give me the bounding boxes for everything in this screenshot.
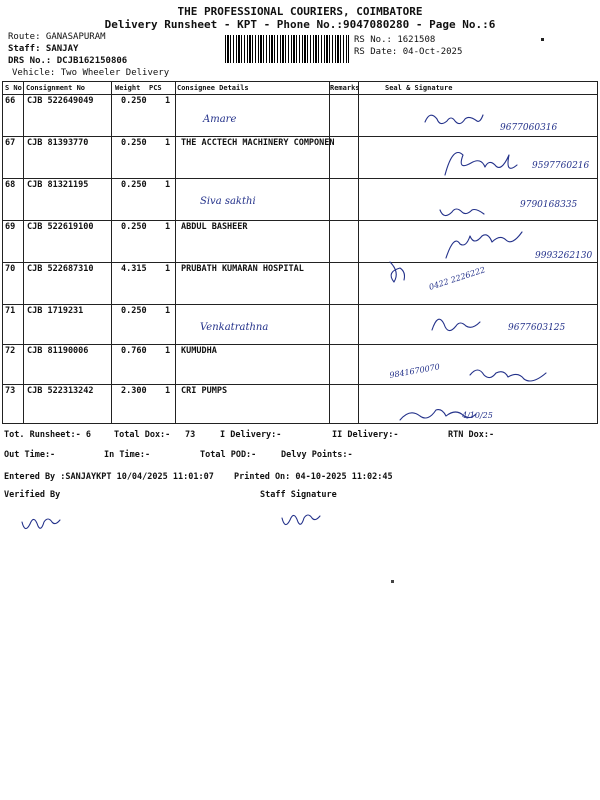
in-time: In Time:- [104,450,151,460]
row-consignment-no: CJB 522687310 [27,264,94,274]
row-pcs: 1 [165,306,171,316]
rs-number: RS No.: 1621508 [354,35,436,45]
col-weight: Weight [115,84,141,92]
row-pcs: 1 [165,138,171,148]
row-consignee: ABDUL BASHEER [181,222,248,232]
row-consignment-no: CJB 1719231 [27,306,84,316]
handwritten-phone: 9677603125 [508,323,566,333]
row-weight: 0.760 [121,346,147,356]
handwritten-phone: 9790168335 [520,200,578,210]
handwritten-phone: 9677060316 [500,123,558,133]
staff-signature: Staff Signature [260,490,337,500]
rs-date: RS Date: 04-Oct-2025 [354,47,463,57]
staff-label: Staff: SANJAY [8,44,79,54]
row-consignment-no: CJB 81321195 [27,180,89,190]
company-title: THE PROFESSIONAL COURIERS, COIMBATORE [177,5,423,18]
row-weight: 0.250 [121,180,147,190]
row-consignment-no: CJB 81190006 [27,346,89,356]
handwritten-phone: 9993262130 [535,251,593,261]
row-consignment-no: CJB 81393770 [27,138,89,148]
row-sno: 67 [5,138,16,148]
printed-on: Printed On: 04-10-2025 11:02:45 [234,472,393,482]
handwritten-phone: 4/10/25 [462,411,493,420]
out-time: Out Time:- [4,450,56,460]
handwritten-phone: 9597760216 [532,161,590,171]
row-sno: 72 [5,346,16,356]
row-pcs: 1 [165,222,171,232]
row-consignment-no: CJB 522619100 [27,222,94,232]
row-weight: 2.300 [121,386,147,396]
drs-number: DRS No.: DCJB162150806 [8,56,128,66]
col-consignment: Consignment No [26,84,86,92]
row-weight: 0.250 [121,138,147,148]
row-pcs: 1 [165,96,171,106]
row-consignee: KUMUDHA [181,346,217,356]
row-consignment-no: CJB 522313242 [27,386,94,396]
total-dox-value: 73 [185,430,196,440]
row-consignee: PRUBATH KUMARAN HOSPITAL [181,264,304,274]
entered-by: Entered By :SANJAYKPT 10/04/2025 11:01:07 [4,472,214,482]
col-sno: S No [5,84,22,92]
row-weight: 4.315 [121,264,147,274]
row-pcs: 1 [165,264,171,274]
route-label: Route: GANASAPURAM [8,32,106,42]
i-delivery: I Delivery:- [220,430,282,440]
ii-delivery: II Delivery:- [332,430,399,440]
tot-runsheet: Tot. Runsheet:- 6 [4,430,91,440]
col-consignee: Consignee Details [177,84,249,92]
row-weight: 0.250 [121,306,147,316]
row-pcs: 1 [165,180,171,190]
rtn-dox: RTN Dox:- [448,430,495,440]
handwritten-phone: 0422 2226222 [427,265,487,292]
row-consignee: THE ACCTECH MACHINERY COMPONEN [181,138,335,148]
row-weight: 0.250 [121,222,147,232]
row-consignment-no: CJB 522649049 [27,96,94,106]
row-sno: 68 [5,180,16,190]
handwritten-phone: 9841670070 [388,362,441,380]
row-sno: 70 [5,264,16,274]
row-pcs: 1 [165,386,171,396]
vehicle-label: Vehicle: Two Wheeler Delivery [12,68,170,78]
row-sno: 66 [5,96,16,106]
col-remarks: Remarks [330,84,360,92]
row-sno: 69 [5,222,16,232]
page-speck [391,580,394,583]
row-weight: 0.250 [121,96,147,106]
runsheet-subtitle: Delivery Runsheet - KPT - Phone No.:9047080280 - Page No.:6 [104,18,496,31]
delvy-points: Delvy Points:- [281,450,353,460]
handwritten-name: Venkatrathna [200,322,269,333]
col-pcs: PCS [149,84,162,92]
verified-by: Verified By [4,490,61,500]
col-seal: Seal & Signature [385,84,453,92]
total-dox: Total Dox:- [114,430,171,440]
row-consignee: CRI PUMPS [181,386,228,396]
row-pcs: 1 [165,346,171,356]
total-pod: Total POD:- [200,450,257,460]
handwritten-name: Amare [203,114,237,125]
row-sno: 73 [5,386,16,396]
row-sno: 71 [5,306,16,316]
handwritten-name: Siva sakthi [200,196,256,207]
